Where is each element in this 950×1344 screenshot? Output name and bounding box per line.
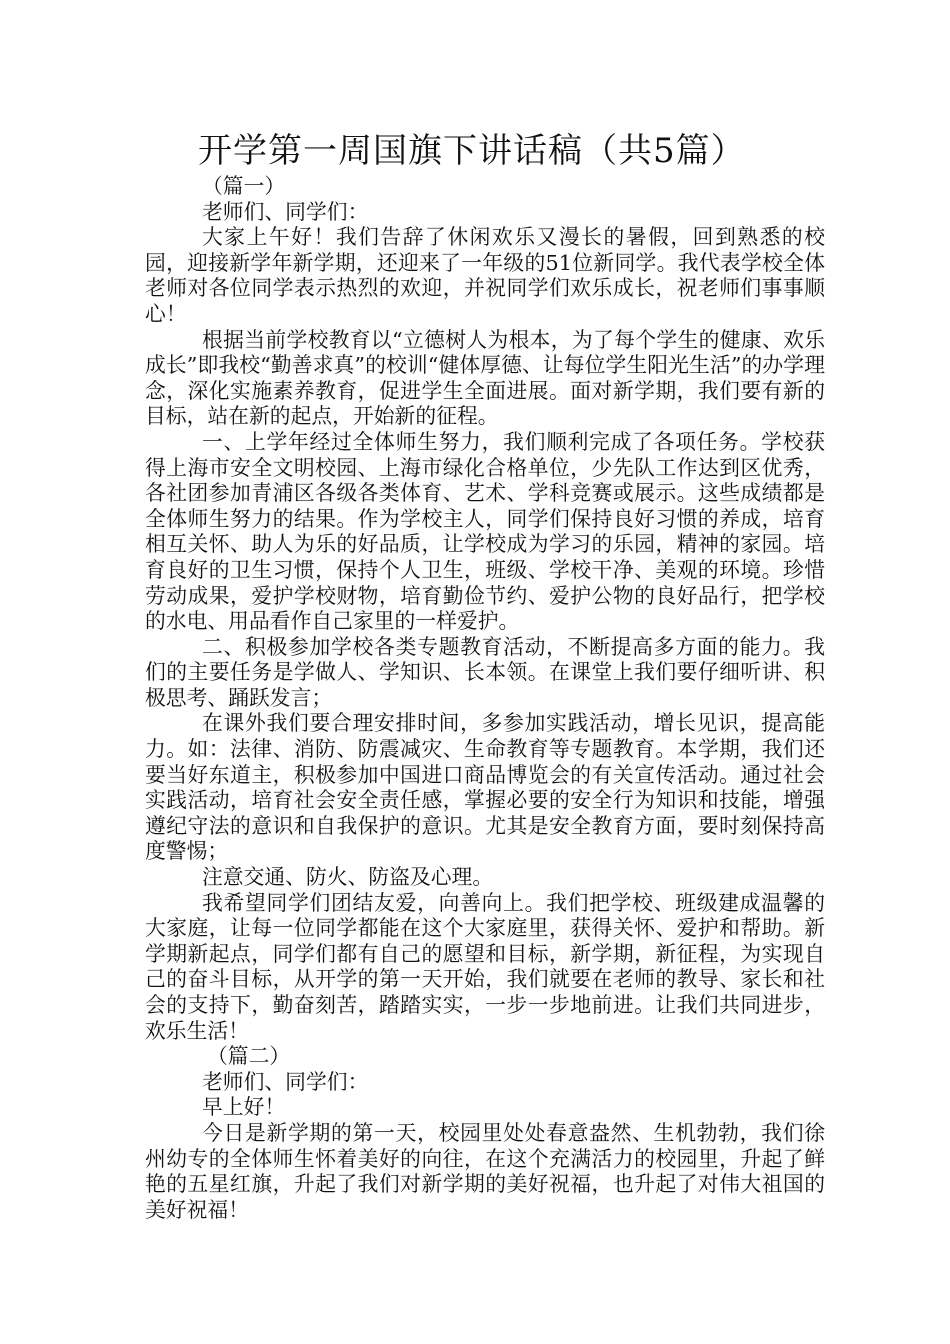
paragraph: 注意交通、防火、防盗及心理。: [202, 865, 494, 890]
paragraph: 早上好！: [202, 1095, 286, 1120]
section-1: [145, 174, 825, 1044]
paragraph: 老师们、同学们：: [202, 1069, 369, 1094]
document-page: [145, 128, 825, 1223]
paragraph: 今日是新学期的第一天，校园里处处春意盎然、生机勃勃，我们徐州幼专的全体师生怀着美好的向往，在这个充满活力的校园里，升起了鲜艳的五星红旗，升起了我们对新学期的美好祝福，也升起了对伟大祖国的美好祝福！: [145, 1120, 825, 1222]
document-title: 开学第一周国旗下讲话稿（共5篇）: [198, 131, 746, 171]
paragraph: 一、上学年经过全体师生努力，我们顺利完成了各项任务。学校获得上海市安全文明校园、上海市绿化合格单位，少先队工作达到区优秀，各社团参加青浦区各级各类体育、艺术、学科竞赛或展示。这些成绩都是全体师生努力的结果。作为学校主人，同学们保持良好习惯的养成，培育相互关怀、助人为乐的好品质，让学校成为学习的乐园，精神的家园。培育良好的卫生习惯，保持个人卫生，班级、学校干净、美观的环境。珍惜劳动成果，爱护学校财物，培育勤俭节约、爱护公物的良好品行，把学校的水电、用品看作自己家里的一样爱护。: [145, 429, 825, 634]
paragraph: 大家上午好！我们告辞了休闲欢乐又漫长的暑假，回到熟悉的校园，迎接新学年新学期，还迎来了一年级的51位新同学。我代表学校全体老师对各位同学表示热烈的欢迎，并祝同学们欢乐成长，祝老师们事事顺心！: [145, 225, 825, 326]
paragraph: 老师们、同学们：: [202, 199, 369, 224]
paragraph: 在课外我们要合理安排时间，多参加实践活动，增长见识，提高能力。如：法律、消防、防震减灾、生命教育等专题教育。本学期，我们还要当好东道主，积极参加中国进口商品博览会的有关宣传活动。通过社会实践活动，培育社会安全责任感，掌握必要的安全行为知识和技能，增强遵纪守法的意识和自我保护的意识。尤其是安全教育方面，要时刻保持高度警惕；: [145, 711, 825, 864]
paragraph: 根据当前学校教育以“立德树人为根本，为了每个学生的健康、欢乐成长”即我校“勤善求真”的校训“健体厚德、让每位学生阳光生活”的办学理念，深化实施素养教育，促进学生全面进展。面对新学期，我们要有新的目标，站在新的起点，开始新的征程。: [145, 327, 825, 429]
section-2: [145, 1044, 825, 1223]
paragraph: 二、积极参加学校各类专题教育活动，不断提高多方面的能力。我们的主要任务是学做人、学知识、长本领。在课堂上我们要仔细听讲、积极思考、踊跃发言；: [145, 634, 825, 710]
section-label: （篇二）: [207, 1044, 291, 1069]
paragraph: 我希望同学们团结友爱，向善向上。我们把学校、班级建成温馨的大家庭，让每一位同学都能在这个大家庭里，获得关怀、爱护和帮助。新学期新起点，同学们都有自己的愿望和目标，新学期，新征程，为实现自己的奋斗目标，从开学的第一天开始，我们就要在老师的教导、家长和社会的支持下，勤奋刻苦，踏踏实实，一步一步地前进。让我们共同进步，欢乐生活！: [145, 890, 825, 1043]
section-label: （篇一）: [202, 174, 286, 198]
